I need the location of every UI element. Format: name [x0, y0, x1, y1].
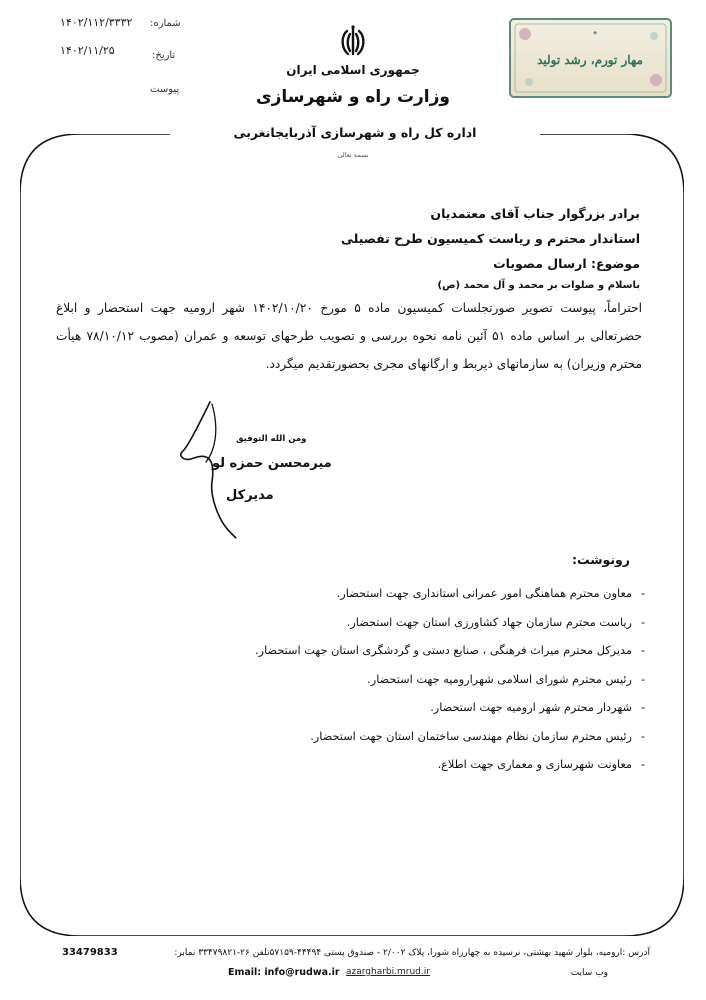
date-label: تاریخ: — [152, 50, 176, 61]
cc-item: - رئیس محترم شورای اسلامی شهرارومیه جهت استحضار. — [367, 672, 646, 686]
signatory-name: میرمحسن حمزه لو — [212, 456, 332, 471]
cc-item: - معاونت شهرسازی و معماری جهت اطلاع. — [437, 758, 646, 771]
ministry-name: وزارت راه و شهرسازی — [255, 87, 450, 107]
cc-item: - ریاست محترم سازمان جهاد کشاورزی استان جهت استحضار. — [346, 615, 646, 629]
slogan-logo — [509, 18, 672, 98]
number-label: شماره: — [150, 18, 181, 29]
svg-text:◆: ◆ — [593, 30, 597, 36]
letter-body: احتراماً، پیوست تصویر صورتجلسات کمیسیون ماده ۵ مورخ ۱۴۰۲/۱۰/۲۰ شهر ارومیه جهت استحضار و ابلاغ حضرتعالی بر اساس ماده ۵۱ آئین نامه نحوه بررسی و تصویب طرحهای توسعه و عمران (مصوب ۷۸/۱۰/۱۲ هیأت محترم وزیران) به سازمانهای ذیربط و ارگانهای مجری بحضورتقدیم میگردد. — [56, 301, 643, 371]
signatory-title: مدیرکل — [226, 488, 274, 503]
greeting-line: باسلام و صلوات بر محمد و آل محمد (ص) — [437, 280, 640, 291]
footer-website-label: وب سایت — [570, 968, 608, 978]
letter-frame — [20, 134, 684, 936]
cc-item: - معاون محترم هماهنگی امور عمرانی استانداری جهت استحضار. — [336, 587, 646, 600]
attachment-label: پیوست — [150, 84, 180, 95]
bismillah: بسمه تعالی — [337, 151, 369, 159]
office-name: اداره کل راه و شهرسازی آذربایجانغربی — [170, 125, 540, 140]
closing-phrase: ومن الله التوفیق — [236, 434, 307, 444]
iran-emblem-icon — [338, 24, 368, 58]
footer-email[interactable]: Email: info@rudwa.ir — [228, 967, 340, 978]
slogan-text: مهار تورم، رشد تولید — [537, 53, 643, 67]
recipient-line-2: استاندار محترم و ریاست کمیسیون طرح تفصیلی — [340, 231, 640, 246]
footer-address: آدرس :ارومیه، بلوار شهید بهشتی، نرسیده به چهارراه شورا، پلاک ۲/۰۰۲ - صندوق پستی ۴۴۴۹۴-۵۷۱۵۹تلفن ۲۶-۳۳۴۷۹۸۲۱ نمابر: — [174, 948, 650, 958]
subject-line: موضوع: ارسال مصوبات — [493, 256, 640, 271]
footer-fax: 33479833 — [62, 947, 118, 958]
footer-website-link[interactable]: azargharbi.mrud.ir — [346, 967, 430, 977]
cc-item: - شهردار محترم شهر ارومیه جهت استحضار. — [430, 701, 646, 714]
cc-list — [184, 580, 654, 780]
cc-item: - رئیس محترم سازمان نظام مهندسی ساختمان استان جهت استحضار. — [310, 729, 646, 743]
country-name: جمهوری اسلامی ایران — [286, 63, 420, 77]
letter-date: ۱۴۰۲/۱۱/۲۵ — [60, 44, 115, 57]
cc-item: - مدیرکل محترم میراث فرهنگی ، صنایع دستی و گردشگری استان جهت استحضار. — [255, 644, 646, 657]
letter-number: ۱۴۰۲/۱۱۲/۳۳۳۲ — [60, 16, 133, 29]
cc-heading: رونوشت: — [571, 552, 630, 567]
recipient-line-1: برادر بزرگوار جناب آقای معتمدیان — [430, 206, 640, 221]
